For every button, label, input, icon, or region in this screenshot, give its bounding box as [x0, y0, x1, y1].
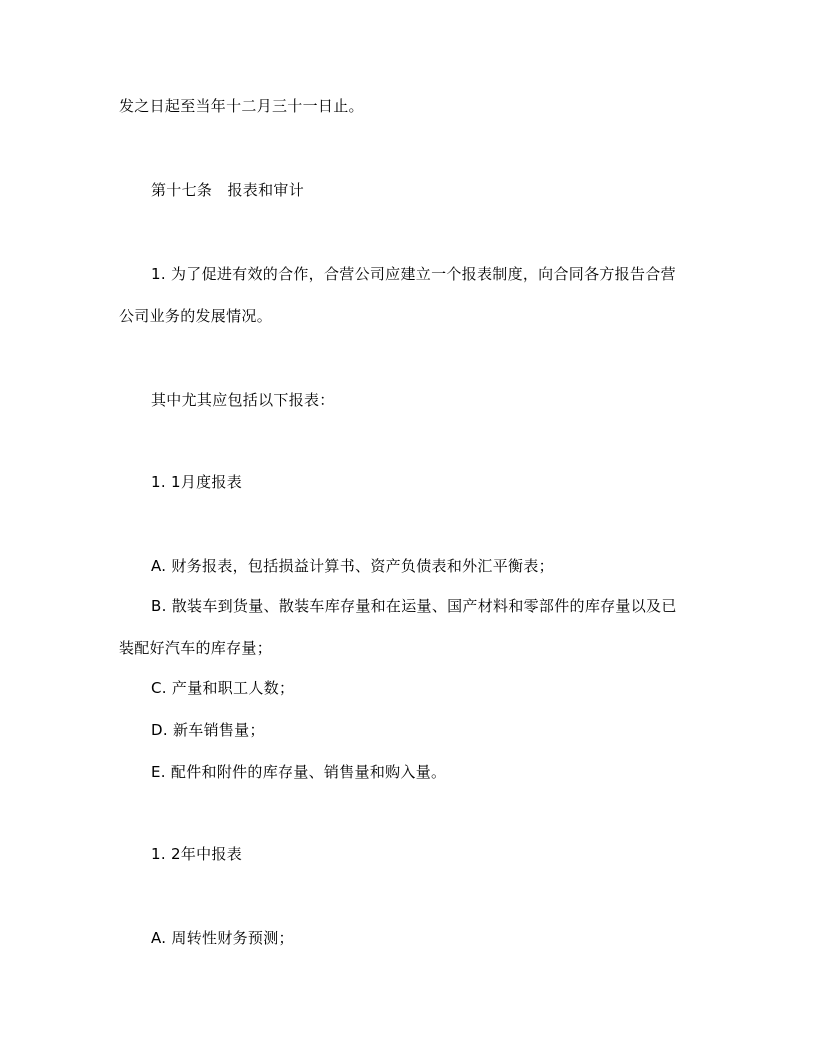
list-item-a: A. 财务报表，包括损益计算书、资产负债表和外汇平衡表；	[151, 557, 554, 575]
text-line-3: 1. 为了促进有效的合作，合营公司应建立一个报表制度，向合同各方报告合营	[151, 265, 676, 283]
list-item-d: D. 新车销售量；	[151, 721, 265, 739]
list-item-c: C. 产量和职工人数；	[151, 679, 295, 697]
article-heading: 第十七条 报表和审计	[151, 181, 305, 199]
text-line-5: 其中尤其应包括以下报表：	[151, 391, 335, 409]
list-item-e: E. 配件和附件的库存量、销售量和购入量。	[151, 763, 447, 781]
list-item-midyear-a: A. 周转性财务预测；	[151, 929, 294, 947]
section-heading-monthly: 1. 1月度报表	[151, 473, 243, 491]
section-heading-midyear: 1. 2年中报表	[151, 845, 243, 863]
list-item-b: B. 散装车到货量、散装车库存量和在运量、国产材料和零部件的库存量以及已	[151, 597, 677, 615]
text-line-1: 发之日起至当年十二月三十一日止。	[119, 97, 364, 115]
text-line-4: 公司业务的发展情况。	[119, 307, 273, 325]
list-item-b-continued: 装配好汽车的库存量；	[119, 639, 273, 657]
